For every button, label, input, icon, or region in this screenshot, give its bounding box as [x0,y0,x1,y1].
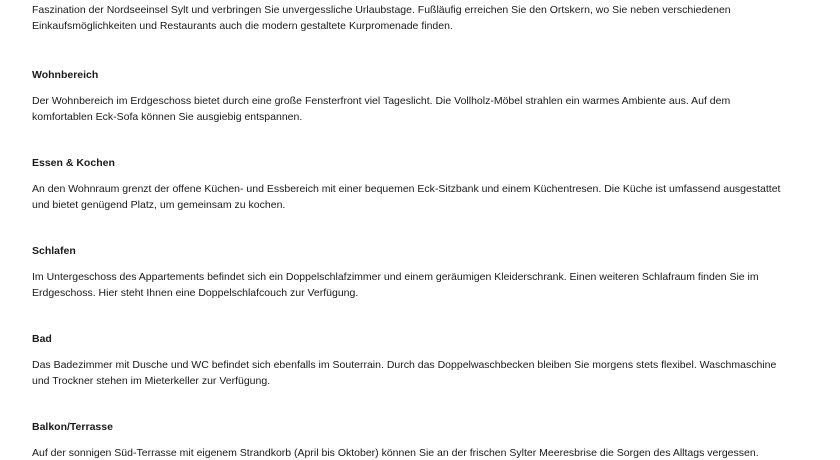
section-heading: Bad [32,333,52,345]
section-heading: Schlafen [32,245,76,257]
section-text-line-1: Das Badezimmer mit Dusche und WC befindet sich ebenfalls im Souterrain. Durch das Doppelwaschbecken bleiben Sie morgens stets flexibel. Waschmaschine [32,359,777,371]
intro-line-2: Einkaufsmöglichkeiten und Restaurants auch die modern gestaltete Kurpromenade finden. [32,20,453,32]
section-text-line-1: Auf der sonnigen Süd-Terrasse mit eigenem Strandkorb (April bis Oktober) können Sie an der frischen Sylter Meeresbrise die Sorgen des Alltags vergessen. [32,447,759,459]
intro-line-1: Faszination der Nordseeinsel Sylt und verbringen Sie unvergessliche Urlaubstage. Fußläufig erreichen Sie den Ortskern, wo Sie neben verschiedenen [32,4,731,16]
section-text-line-2: komfortablen Eck-Sofa können Sie ausgiebig entspannen. [32,111,303,123]
section-text [32,93,822,125]
section-text-line-2: und Trockner stehen im Mieterkeller zur Verfügung. [32,375,271,387]
section-schlafen [32,243,822,299]
section-text [32,445,822,460]
section-text-line-2: und bietet genügend Platz, um gemeinsam zu kochen. [32,199,286,211]
section-essen-kochen [32,155,822,211]
intro-paragraph [32,2,822,34]
section-text-line-1: An den Wohnraum grenzt der offene Küchen- und Essbereich mit einer bequemen Eck-Sitzbank und einem Küchentresen. Die Küche ist umfassend ausgestattet [32,183,781,195]
section-text [32,181,822,213]
section-text-line-1: Im Untergeschoss des Appartements befindet sich ein Doppelschlafzimmer und einem geräumigen Kleiderschrank. Einen weiteren Schlafraum finden Sie im [32,271,759,283]
section-wohnbereich [32,67,822,123]
section-text-line-1: Der Wohnbereich im Erdgeschoss bietet durch eine große Fensterfront viel Tageslicht. Die Vollholz-Möbel strahlen ein warmes Ambiente aus. Auf dem [32,95,731,107]
section-text [32,269,822,301]
section-heading: Wohnbereich [32,69,99,81]
section-text-line-2: Erdgeschoss. Hier steht Ihnen eine Doppelschlafcouch zur Verfügung. [32,287,359,299]
section-balkon-terrasse [32,419,822,459]
section-text [32,357,822,389]
section-bad [32,331,822,387]
section-heading: Essen & Kochen [32,157,115,169]
section-heading: Balkon/Terrasse [32,421,113,433]
